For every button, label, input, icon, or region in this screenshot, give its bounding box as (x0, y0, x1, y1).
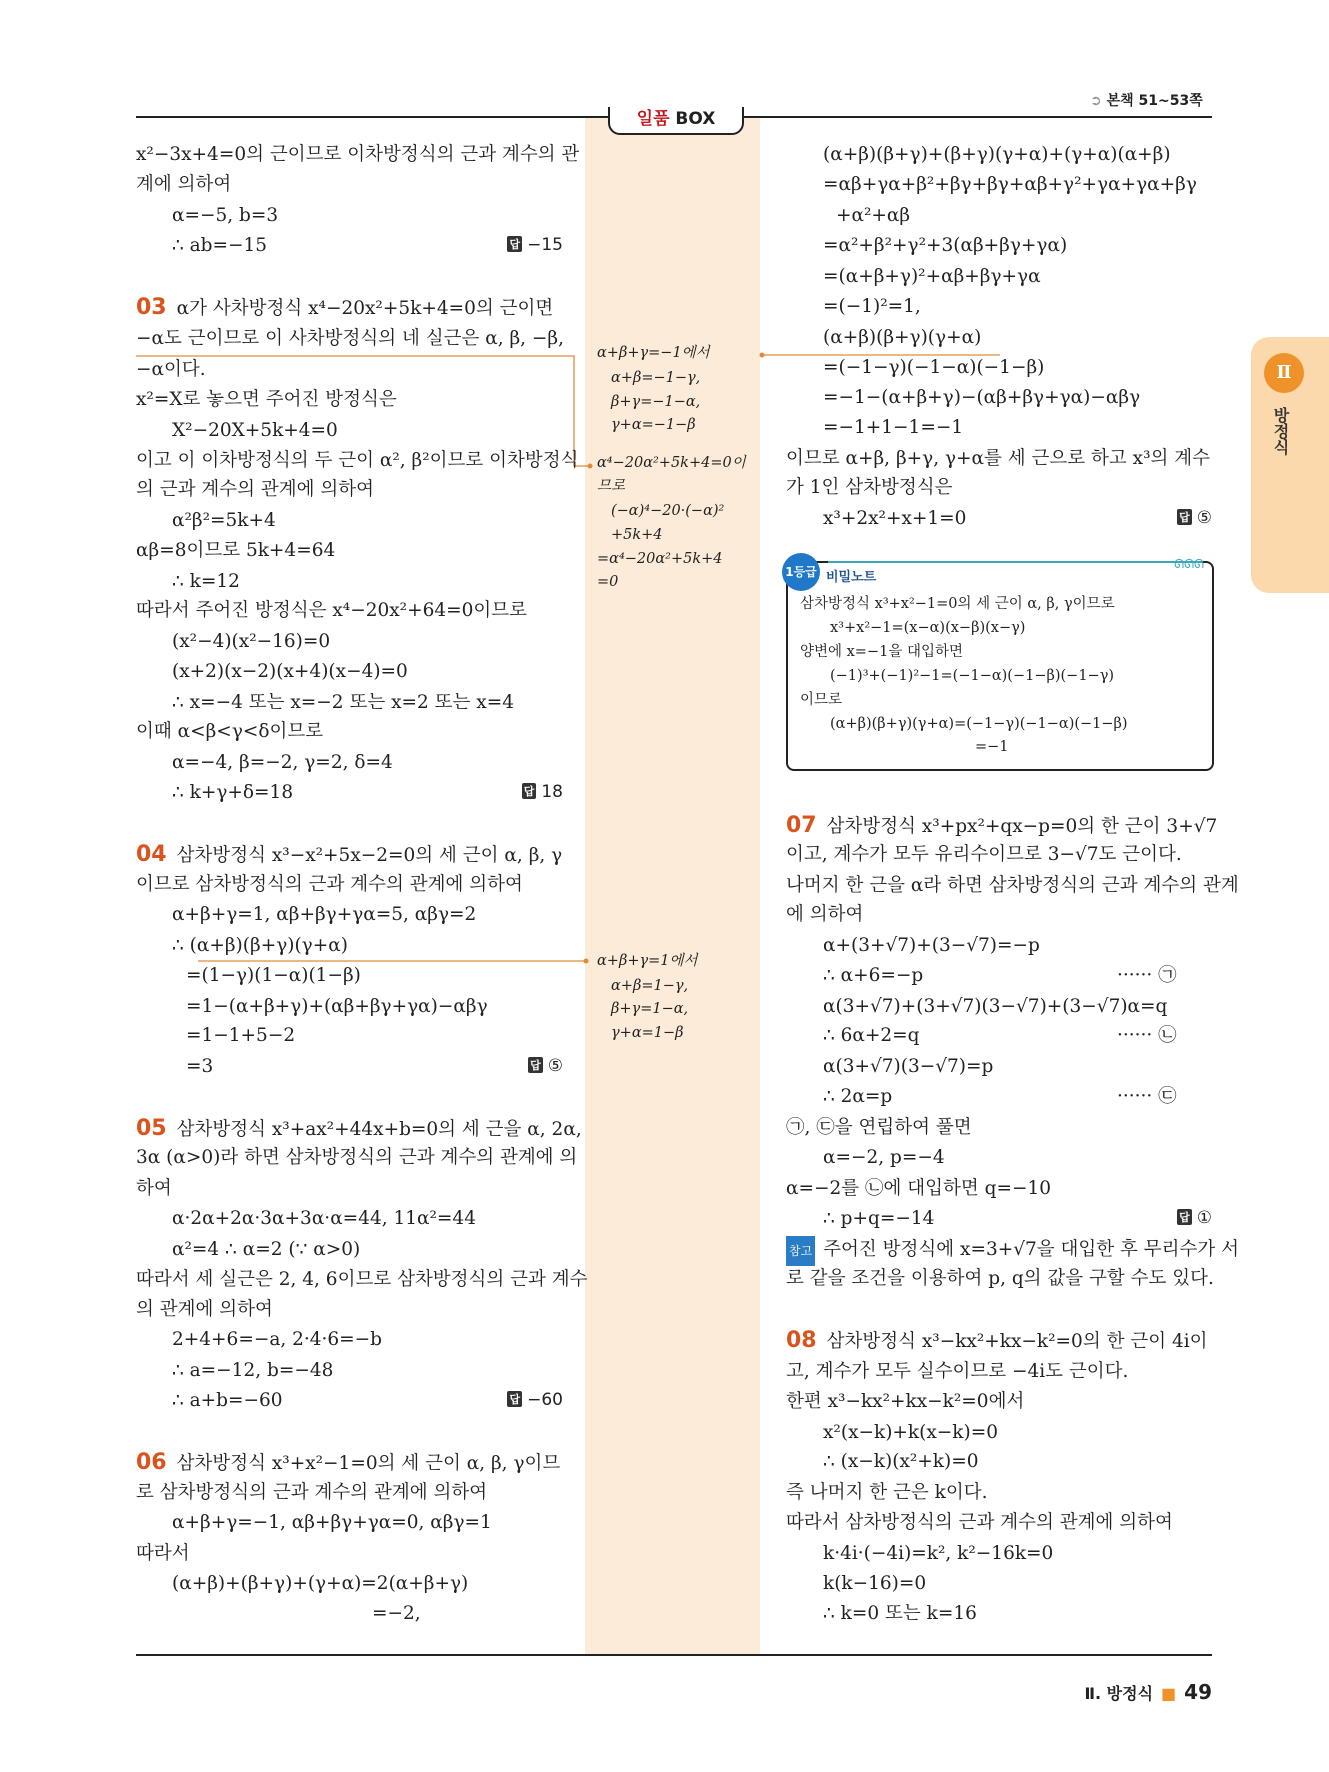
line-text: 의 관계에 의하여 (136, 1298, 273, 1320)
line-text: α=−4, β=−2, γ=2, δ=4 (172, 751, 393, 773)
secret-note-line (800, 688, 842, 712)
line-text: ∴ 2α=p (823, 1086, 893, 1108)
line-text: 3α (α>0)라 하면 삼차방정식의 근과 계수의 관계에 의 (136, 1147, 578, 1169)
line-text: α²β²=5k+4 (172, 509, 276, 531)
answer-icon: 답 (523, 785, 535, 799)
line-text: 한편 x³−kx²+kx−k²=0에서 (786, 1391, 1025, 1413)
left-line (136, 870, 523, 900)
line-text: αβ=8이므로 5k+4=64 (136, 540, 336, 562)
right-line (823, 1599, 977, 1629)
line-text: 삼차방정식 x³+ax²+44x+b=0의 세 근을 α, 2α, (176, 1118, 582, 1140)
answer-value: −60 (527, 1390, 563, 1411)
line-text: 이고, 계수가 모두 유리수이므로 3−√7도 근이다. (786, 844, 1182, 866)
line-text: 삼차방정식 x³+x²−1=0의 세 근이 α, β, γ이므 (176, 1453, 561, 1475)
left-line (136, 475, 374, 505)
right-line (786, 871, 1239, 901)
right-line (823, 413, 963, 443)
line-text: 이므로 삼차방정식의 근과 계수의 관계에 의하여 (136, 873, 523, 895)
line-text: α(3+√7)+(3+√7)(3−√7)+(3−√7)α=q (823, 995, 1168, 1017)
right-line (786, 1235, 1239, 1266)
right-line (786, 1508, 1173, 1538)
left-line (186, 961, 361, 991)
left-line (136, 1114, 582, 1145)
line-text: ∴ a+b=−60 (172, 1390, 283, 1412)
right-line (823, 1082, 892, 1112)
line-text: ∴ k=0 또는 k=16 (823, 1602, 977, 1624)
right-line (823, 170, 1197, 200)
secret-note-line (800, 592, 1115, 616)
line-text: 나머지 한 근을 α라 하면 삼차방정식의 근과 계수의 관계 (786, 874, 1239, 896)
line-text: ∴ a=−12, b=−48 (172, 1359, 334, 1381)
left-line (136, 536, 335, 566)
line-text: x²−3x+4=0의 근이므로 이차방정식의 근과 계수의 관 (136, 143, 580, 165)
line-text: x³+x²−1=(x−α)(x−β)(x−γ) (830, 619, 1026, 636)
line-text: α+β+γ=−1, αβ+βγ+γα=0, αβγ=1 (172, 1512, 492, 1534)
left-line (172, 900, 476, 930)
line-text: α가 사차방정식 x⁴−20x²+5k+4=0의 근이면 (176, 298, 554, 320)
answer-mark (507, 1390, 563, 1410)
line-text: ∴ (α+β)(β+γ)(γ+α) (172, 934, 348, 956)
line-text: 삼차방정식 x³+x²−1=0의 세 근이 α, β, γ이므로 (800, 595, 1115, 612)
left-line (172, 657, 408, 687)
line-text: α+β=−1−γ, (611, 369, 701, 386)
left-line (136, 717, 323, 747)
problem-number: 07 (786, 813, 817, 839)
right-line (786, 1387, 1024, 1417)
left-line (136, 385, 397, 415)
left-line (136, 1539, 190, 1569)
right-line (786, 1264, 1214, 1294)
left-line (172, 778, 293, 808)
line-text: =(−1−γ)(−1−α)(−1−β) (823, 357, 1045, 379)
left-line (172, 567, 240, 597)
answer-icon: 답 (509, 1393, 521, 1407)
line-text: 로 같을 조건을 이용하여 p, q의 값을 구할 수도 있다. (786, 1268, 1214, 1290)
right-line (823, 353, 1044, 383)
connector-dot (760, 353, 765, 358)
right-line (786, 840, 1182, 870)
left-line (172, 1508, 492, 1538)
right-line (823, 383, 1140, 413)
right-line (823, 323, 981, 353)
answer-value: 18 (541, 782, 563, 803)
footer-chapter: Ⅱ. 방정식 (1084, 1684, 1154, 1703)
left-line (172, 1386, 283, 1416)
line-text: 계에 의하여 (136, 174, 232, 196)
line-text: α(3+√7)(3−√7)=p (823, 1055, 994, 1077)
side-note-line (597, 341, 710, 365)
line-text: (α+β)(β+γ)+(β+γ)(γ+α)+(γ+α)(α+β) (823, 143, 1171, 165)
answer-icon: 답 (1179, 510, 1190, 524)
line-text: α+β+γ=1에서 (597, 952, 698, 969)
right-line (823, 231, 1067, 261)
line-text: α=−2, p=−4 (823, 1147, 945, 1169)
line-text: 이므로 (800, 691, 843, 708)
right-line (823, 1418, 998, 1448)
answer-icon: 답 (509, 238, 521, 252)
right-line (823, 961, 923, 991)
note-title: 비밀노트 (826, 570, 877, 585)
side-note-line (611, 366, 700, 390)
line-text: (x²−4)(x²−16)=0 (172, 630, 331, 652)
right-line (786, 444, 1210, 474)
line-text: 에 의하여 (786, 904, 864, 926)
line-text: X²−20X+5k+4=0 (172, 419, 338, 441)
line-text: 므로 (597, 478, 626, 495)
right-line (823, 1447, 979, 1477)
right-line (823, 1021, 920, 1051)
left-line (136, 293, 553, 324)
left-line (136, 1174, 172, 1204)
right-line (786, 1174, 1051, 1204)
side-note-line (611, 499, 724, 523)
line-text: =αβ+γα+β²+βγ+βγ+αβ+γ²+γα+γα+βγ (823, 174, 1197, 196)
decoration-icon: ᘏᘏᘏ (1174, 557, 1204, 571)
right-line (786, 1326, 1208, 1357)
line-text: 따라서 세 실근은 2, 4, 6이므로 삼차방정식의 근과 계수 (136, 1269, 588, 1291)
answer-mark (1177, 508, 1212, 528)
left-line (172, 416, 338, 446)
problem-number: 03 (136, 295, 167, 321)
line-text: ∴ α+6=−p (823, 965, 924, 987)
line-text: 이때 α<β<γ<δ이므로 (136, 721, 324, 743)
right-line (823, 262, 1041, 292)
line-text: (α+β)+(β+γ)+(γ+α)=2(α+β+γ) (172, 1573, 469, 1595)
line-text: 이고 이 이차방정식의 두 근이 α², β²이므로 이차방정식 (136, 450, 579, 472)
left-line (172, 1204, 476, 1234)
side-note-line (611, 413, 696, 437)
right-line (823, 292, 921, 322)
line-text: x²(x−k)+k(x−k)=0 (823, 1421, 998, 1443)
line-text: =(−1)²=1, (823, 296, 921, 318)
right-line (823, 1539, 1053, 1569)
line-text: +α²+αβ (836, 204, 911, 226)
equation-tag: ······ ㉢ (1117, 1086, 1177, 1108)
left-line (136, 446, 579, 476)
left-line (136, 1265, 588, 1295)
line-text: ∴ ab=−15 (172, 235, 268, 257)
line-text: 삼차방정식 x³−x²+5x−2=0의 세 근이 α, β, γ (176, 845, 563, 867)
connector-dot (584, 959, 589, 964)
line-text: ∴ k=12 (172, 570, 240, 592)
answer-icon: 답 (1179, 1211, 1190, 1225)
line-text: k(k−16)=0 (823, 1573, 927, 1595)
left-line (372, 1599, 421, 1629)
left-line (136, 324, 564, 354)
line-text: ㉠, ㉢을 연립하여 풀면 (786, 1116, 972, 1138)
side-note-line (611, 1021, 684, 1045)
line-text: ∴ 6α+2=q (823, 1025, 920, 1047)
line-text: (α+β)(β+γ)(γ+α)=(−1−γ)(−1−α)(−1−β) (830, 715, 1128, 732)
side-note-line (611, 390, 700, 414)
equation-tag: ······ ㉡ (1117, 1025, 1177, 1047)
line-text: ∴ (x−k)(x²+k)=0 (823, 1451, 979, 1473)
connector-dot (588, 464, 593, 469)
side-note-line (611, 523, 663, 547)
left-line (186, 992, 488, 1022)
left-line (172, 688, 514, 718)
left-line (136, 1448, 560, 1479)
square-bullet-icon: ■ (1161, 1684, 1177, 1703)
line-text: =α²+β²+γ²+3(αβ+βγ+γα) (823, 235, 1068, 257)
page-number: 49 (1184, 1680, 1212, 1704)
equation-tag: ······ ㉠ (1117, 965, 1177, 987)
left-line (172, 1569, 468, 1599)
left-line (172, 201, 278, 231)
answer-mark (522, 782, 563, 802)
left-line (136, 1143, 577, 1173)
side-note-line (597, 547, 723, 571)
left-line (136, 596, 527, 626)
line-text: =3 (186, 1055, 214, 1077)
right-line (823, 1569, 926, 1599)
side-note-line (597, 949, 698, 973)
line-text: α=−2를 ㉡에 대입하면 q=−10 (786, 1177, 1052, 1199)
problem-number: 06 (136, 1450, 167, 1476)
right-line (786, 811, 1217, 842)
line-text: =(1−γ)(1−α)(1−β) (186, 965, 361, 987)
grade-badge: 1등급 (782, 553, 820, 591)
side-note-line (611, 974, 688, 998)
chapter-numeral: Ⅱ (1264, 353, 1304, 393)
right-line (823, 1143, 945, 1173)
left-line (172, 506, 276, 536)
line-text: α=−5, b=3 (172, 204, 279, 226)
problem-number: 08 (786, 1328, 817, 1354)
secret-note-line (830, 616, 1025, 640)
left-line (136, 840, 562, 871)
line-text: 주어진 방정식에 x=3+√7을 대입한 후 무리수가 서 (823, 1238, 1240, 1260)
line-text: α⁴−20α²+5k+4=0이 (597, 454, 746, 471)
left-line (136, 170, 231, 200)
line-text: (α+β)(β+γ)(γ+α) (823, 326, 982, 348)
right-line (786, 1113, 972, 1143)
problem-number: 04 (136, 842, 167, 868)
line-text: +5k+4 (611, 526, 663, 543)
box-title-accent: 일품 (636, 109, 670, 129)
right-line (823, 140, 1171, 170)
line-text: k·4i·(−4i)=k², k²−16k=0 (823, 1542, 1054, 1564)
line-text: =−1 (975, 739, 1009, 756)
box-title: BOX (675, 109, 716, 129)
secret-note-line (800, 640, 963, 664)
answer-value: ⑤ (1196, 507, 1212, 528)
line-text: =−2, (372, 1602, 421, 1624)
left-line (172, 931, 348, 961)
answer-value: −15 (527, 235, 563, 256)
line-text: −α도 근이므로 이 사차방정식의 네 실근은 α, β, −β, (136, 328, 565, 349)
answer-value: ⑤ (547, 1055, 563, 1076)
line-text: =(α+β+γ)²+αβ+βγ+γα (823, 265, 1041, 287)
right-line (823, 992, 1167, 1022)
line-text: −α이다. (136, 358, 206, 380)
side-note-line (611, 997, 688, 1021)
line-text: 가 1인 삼차방정식은 (786, 477, 953, 499)
right-line (823, 504, 966, 534)
right-line (786, 1478, 987, 1508)
line-text: =α⁴−20α²+5k+4 (597, 550, 723, 567)
line-text: α·2α+2α·3α+3α·α=44, 11α²=44 (172, 1208, 476, 1230)
line-text: 의 근과 계수의 관계에 의하여 (136, 479, 374, 501)
line-text: ∴ k+γ+δ=18 (172, 782, 294, 804)
line-text: 따라서 삼차방정식의 근과 계수의 관계에 의하여 (786, 1512, 1173, 1534)
left-line (172, 627, 330, 657)
side-note-line (597, 474, 625, 498)
line-text: =−1−(α+β+γ)−(αβ+βγ+γα)−αβγ (823, 386, 1141, 408)
side-note-line (597, 451, 746, 475)
left-line (136, 140, 579, 170)
line-text: ∴ p+q=−14 (823, 1208, 935, 1230)
left-line (136, 355, 206, 385)
secret-note-line (830, 712, 1128, 736)
line-text: 고, 계수가 모두 실수이므로 −4i도 근이다. (786, 1360, 1129, 1382)
line-text: =−1+1−1=−1 (823, 417, 964, 439)
line-text: x²=X로 놓으면 주어진 방정식은 (136, 389, 397, 411)
left-line (136, 1478, 487, 1508)
left-line (172, 1356, 333, 1386)
line-text: x³+2x²+x+1=0 (823, 507, 967, 529)
line-text: γ+α=−1−β (611, 417, 696, 434)
answer-mark (507, 235, 563, 255)
right-line (823, 1052, 993, 1082)
secret-note-line (975, 735, 1009, 759)
line-text: 따라서 (136, 1542, 190, 1564)
line-text: =1−1+5−2 (186, 1025, 296, 1047)
right-line (786, 900, 863, 930)
right-line (836, 201, 910, 231)
line-text: α+β+γ=1, αβ+βγ+γα=5, αβγ=2 (172, 904, 477, 926)
side-note-line (597, 570, 618, 594)
left-line (186, 1052, 213, 1082)
answer-value: ① (1196, 1208, 1212, 1229)
line-text: γ+α=1−β (611, 1025, 684, 1042)
answer-mark (528, 1056, 563, 1076)
left-line (136, 1295, 273, 1325)
line-text: (−α)⁴−20·(−α)² (611, 503, 725, 520)
line-text: =0 (597, 574, 619, 591)
line-text: β+γ=−1−α, (611, 393, 701, 410)
line-text: (x+2)(x−2)(x+4)(x−4)=0 (172, 661, 408, 683)
answer-icon: 답 (530, 1058, 541, 1072)
right-line (786, 473, 953, 503)
line-text: (−1)³+(−1)²−1=(−1−α)(−1−β)(−1−γ) (830, 668, 1115, 685)
line-text: β+γ=1−α, (611, 1001, 689, 1018)
left-line (172, 1235, 360, 1265)
line-text: ∴ x=−4 또는 x=−2 또는 x=2 또는 x=4 (172, 691, 514, 713)
chapter-label: 방정식 (1271, 407, 1290, 455)
left-line (172, 231, 267, 261)
line-text: 하여 (136, 1177, 172, 1199)
line-text: 이므로 α+β, β+γ, γ+α를 세 근으로 하고 x³의 계수 (786, 447, 1210, 469)
line-text: 2+4+6=−a, 2·4·6=−b (172, 1329, 383, 1351)
left-line (172, 748, 393, 778)
right-line (786, 1357, 1128, 1387)
line-text: 삼차방정식 x³−kx²+kx−k²=0의 한 근이 4i이 (826, 1331, 1208, 1353)
answer-mark (1177, 1208, 1212, 1228)
line-text: 즉 나머지 한 근은 k이다. (786, 1481, 988, 1503)
line-text: 양변에 x=−1을 대입하면 (800, 644, 963, 661)
secret-note-line (830, 664, 1114, 688)
left-line (172, 1325, 382, 1355)
right-line (823, 931, 1040, 961)
right-line (823, 1204, 934, 1234)
reference-text: 본책 51~53쪽 (1106, 93, 1203, 109)
note-label: 참고 (786, 1236, 815, 1266)
line-text: α+β=1−γ, (611, 977, 689, 994)
line-text: 로 삼차방정식의 근과 계수의 관계에 의하여 (136, 1481, 488, 1503)
line-text: α+β+γ=−1에서 (597, 344, 710, 361)
line-text: α+(3+√7)+(3−√7)=−p (823, 934, 1040, 956)
line-text: 따라서 주어진 방정식은 x⁴−20x²+64=0이므로 (136, 600, 528, 622)
problem-number: 05 (136, 1115, 167, 1141)
line-text: =1−(α+β+γ)+(αβ+βγ+γα)−αβγ (186, 995, 488, 1017)
line-text: 삼차방정식 x³+px²+qx−p=0의 한 근이 3+√7 (826, 816, 1218, 838)
left-line (186, 1021, 295, 1051)
arrow-circle-icon: ➲ (1090, 93, 1107, 109)
line-text: α²=4 ∴ α=2 (∵ α>0) (172, 1238, 361, 1260)
